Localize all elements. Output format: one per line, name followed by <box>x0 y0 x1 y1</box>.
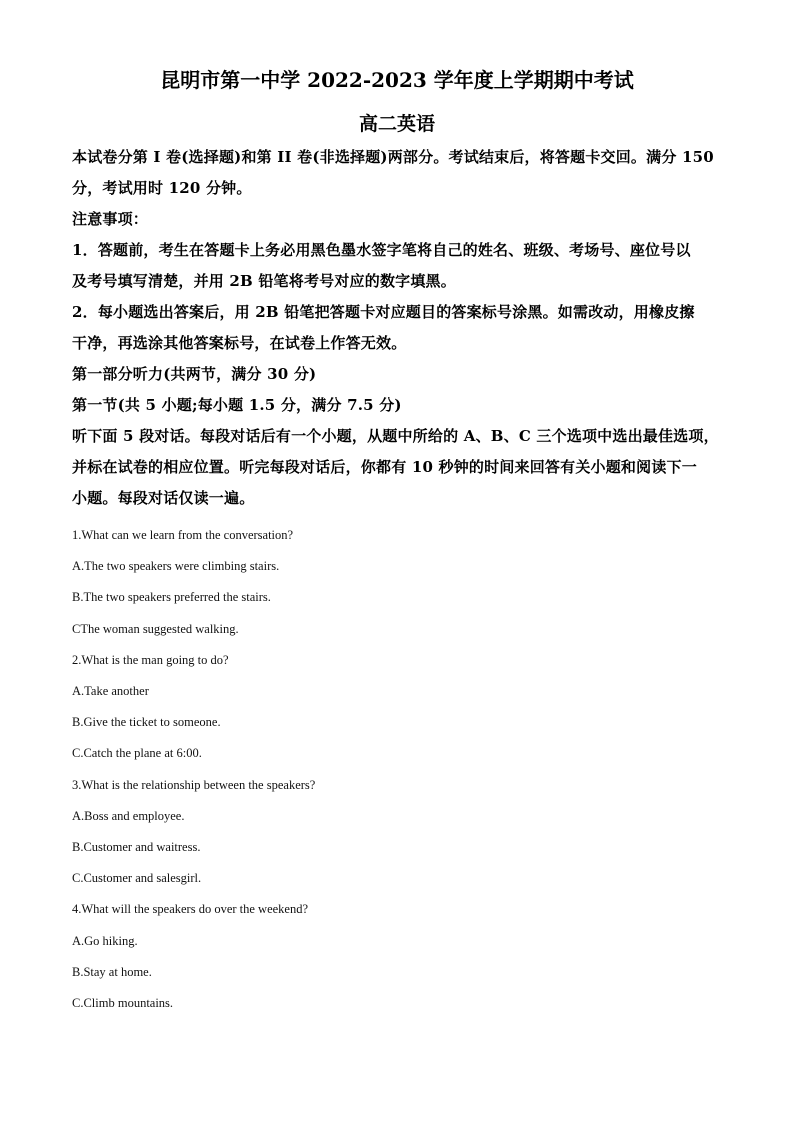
instructions-block <box>72 142 722 514</box>
answer-option: B.Give the ticket to someone. <box>72 715 221 730</box>
instruction-line: 小题。每段对话仅读一遍。 <box>72 489 255 507</box>
section-heading: 第一部分听力(共两节，满分 30 分) <box>72 365 317 383</box>
answer-option: A.The two speakers were climbing stairs. <box>72 559 280 574</box>
instruction-line: 并标在试卷的相应位置。听完每段对话后，你都有 10 秒钟的时间来回答有关小题和阅读下一 <box>72 458 697 476</box>
instruction-line: 1．答题前，考生在答题卡上务必用黑色墨水签字笔将自己的姓名、班级、考场号、座位号以 <box>72 241 691 259</box>
answer-option: A.Take another <box>72 684 149 699</box>
question-stem: 2.What is the man going to do? <box>72 652 229 667</box>
instruction-line: 及考号填写清楚，并用 2B 铅笔将考号对应的数字填黑。 <box>72 272 456 290</box>
instruction-line: 听下面 5 段对话。每段对话后有一个小题，从题中所给的 A、B、C 三个选项中选出最佳选项， <box>72 427 719 445</box>
answer-option: A.Go hiking. <box>72 933 138 948</box>
question-stem: 3.What is the relationship between the speakers? <box>72 777 316 792</box>
answer-option: C.Customer and salesgirl. <box>72 871 202 886</box>
notes-heading: 注意事项： <box>72 210 149 228</box>
exam-title: 昆明市第一中学 2022-2023 学年度上学期期中考试 <box>160 68 634 92</box>
subsection-heading: 第一节(共 5 小题;每小题 1.5 分，满分 7.5 分) <box>72 396 402 414</box>
instruction-line: 本试卷分第 I 卷(选择题)和第 II 卷(非选择题)两部分。考试结束后，将答题卡交回。满分 150 <box>72 148 714 166</box>
instruction-line: 干净，再选涂其他答案标号，在试卷上作答无效。 <box>72 334 407 352</box>
answer-option: B.The two speakers preferred the stairs. <box>72 590 271 605</box>
questions-block <box>72 520 722 1019</box>
exam-subject: 高二英语 <box>358 113 435 135</box>
exam-page <box>72 66 722 1019</box>
question-stem: 1.What can we learn from the conversation? <box>72 528 294 542</box>
answer-option: C.Climb mountains. <box>72 996 174 1011</box>
question-stem: 4.What will the speakers do over the weekend? <box>72 902 309 917</box>
answer-option: B.Customer and waitress. <box>72 840 201 855</box>
answer-option: C.Catch the plane at 6:00. <box>72 746 202 761</box>
instruction-line: 分，考试用时 120 分钟。 <box>72 179 252 197</box>
answer-option: A.Boss and employee. <box>72 808 185 823</box>
answer-option: CThe woman suggested walking. <box>72 621 239 636</box>
answer-option: B.Stay at home. <box>72 964 152 979</box>
instruction-line: 2．每小题选出答案后，用 2B 铅笔把答题卡对应题目的答案标号涂黑。如需改动，用橡皮擦 <box>72 303 695 321</box>
